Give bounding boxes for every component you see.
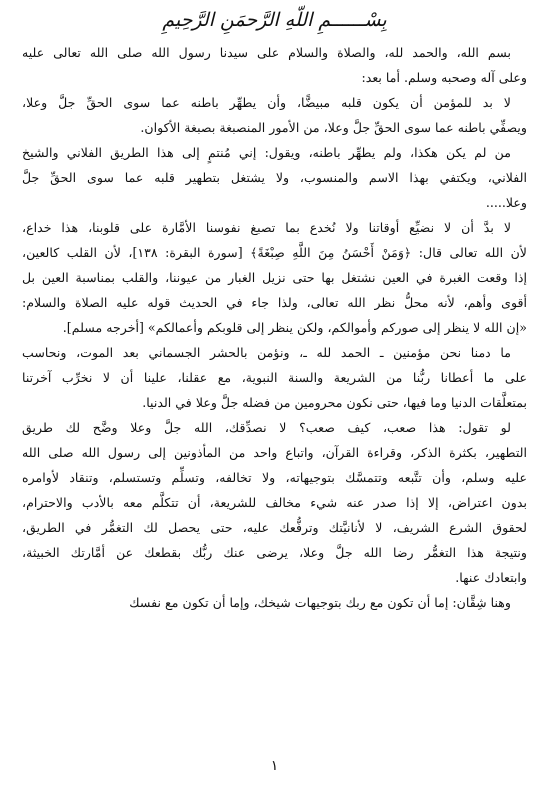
document-body (22, 40, 527, 615)
text-line: لا بدَّ أن لا نضيِّع أوقاتنا ولا نُخدع بما تصبغ نفوسنا الأمَّارة على قلوبنا، هذا خداع، (22, 220, 511, 235)
paragraph (22, 140, 527, 215)
text-line: عليه وسلم، وأن تتَّبعه وتتمسَّك بتوجيهاته، ولا تخالفه، وتسلِّم وتستسلم، وتنقاد لأوامره (22, 470, 527, 485)
text-line: لو تقول: هذا صعب، كيف صعب؟ لا نصدِّقك، الله جلَّ وعلا وضَّح لك طريق (22, 420, 511, 435)
text-line: ونتيجة هذا التغمُّر رضا الله جلَّ وعلا، يرضى عنك ربُّك بقطعك عن أمَّارتك الخبيثة، (22, 545, 527, 560)
text-line: لحقوق الشرع الشريف، لا لأنانيَّتك وترفُّعك عليه، حتى يحصل لك التغمُّر في الطريق، (22, 520, 527, 535)
text-line: الفلاني، ويكتفي بهذا الاسم والمنسوب، ولا يشتغل بتطهير قلبه عما سوى الحقِّ جلَّ (22, 170, 527, 185)
text-line: بسم الله، والحمد لله، والصلاة والسلام على سيدنا رسول الله صلى الله تعالى عليه (22, 45, 511, 60)
text-line: لا بد للمؤمن أن يكون قلبه مبيضًّا، وأن يطهِّر باطنه عما سوى الحقِّ جلَّ وعلا، (22, 95, 511, 110)
paragraph (22, 215, 527, 340)
text-line: وهنا شِقَّان: إما أن تكون مع ربك بتوجيهات شيخك، وإما أن تكون مع نفسك (129, 595, 511, 610)
text-line: ويصفِّي باطنه عما سوى الحقِّ جلَّ وعلا، من الأمور المنصبغة بصبغة الأكوان. (140, 120, 527, 135)
text-line: «إن الله لا ينظر إلى صوركم وأموالكم، ولكن ينظر إلى قلوبكم وأعمالكم» [أخرجه مسلم]. (62, 320, 527, 335)
text-line: على ما أعطانا ربُّنا من الشريعة والسنة النبوية، مع عقلنا، علينا أن لا نخرِّب آخرتنا (22, 370, 527, 385)
paragraph (22, 40, 527, 90)
paragraph (22, 590, 527, 615)
text-line: من لم يكن هكذا، ولم يطهِّر باطنه، ويقول: إني مُنتمٍ إلى هذا الطريق الفلاني والشيخ (22, 145, 511, 160)
paragraph (22, 90, 527, 140)
text-line: بدون اعتراض، إلا إذا صدر عنه شيء مخالف للشريعة، أن تتكلَّم معه بالأدب والاحترام، (22, 495, 527, 510)
text-line: وعلى آله وصحبه وسلم. أما بعد: (361, 70, 527, 85)
text-line: ما دمنا نحن مؤمنين ـ الحمد لله ـ، ونؤمن بالحشر الجسماني بعد الموت، ونحاسب (22, 345, 511, 360)
paragraph (22, 415, 527, 590)
basmala-heading: بِسْــــــمِ اللّهِ الرَّحمَنِ الرَّحِيمِ (162, 9, 387, 31)
text-line: وعلا..... (485, 195, 527, 210)
page-number: ١ (270, 758, 279, 774)
text-line: التطهير، بكثرة الذكر، وقراءة القرآن، واتباع واحد من المأذونين إلى رسول الله صلى الله (22, 445, 527, 460)
text-line: أقوى وأهم، لأنه محلُّ نظر الله تعالى، ولذا جاء في الحديث قوله عليه الصلاة والسلام: (22, 295, 527, 310)
text-line: بمتعلَّقات الدنيا وما فيها، حتى نكون محرومين من فضله جلَّ وعلا في الدنيا. (142, 395, 527, 410)
text-line: إذا وقعت الغبرة في العين نشتغل بها حتى نزيل الغبار من عيوننا، والقلب بمناسبة العين بل (22, 270, 527, 285)
text-line: لأن الله تعالى قال: ﴿وَمَنْ أَحْسَنُ مِنَ اللَّهِ صِبْغَةً﴾ [سورة البقرة: ١٣٨]، لأن القلب كالعين، (22, 245, 527, 260)
paragraph (22, 340, 527, 415)
text-line: وابتعادك عنها. (455, 570, 527, 585)
